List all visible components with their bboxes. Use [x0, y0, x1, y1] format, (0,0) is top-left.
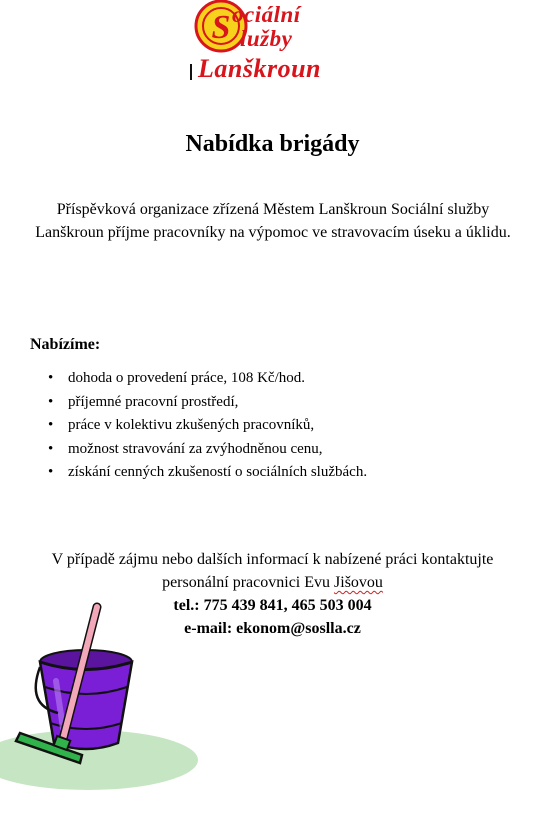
logo-emblem-letter: S: [211, 9, 231, 46]
bullet-icon: •: [48, 464, 54, 480]
logo-bar: [190, 64, 192, 80]
bullet-icon: •: [48, 393, 54, 410]
logo-line-1: ociální: [232, 2, 301, 27]
list-item: [48, 438, 528, 462]
logo-line-2: lužby: [240, 26, 293, 51]
contact-line-1: V případě zájmu nebo dalších informací k nabízené práci kontaktujte: [51, 551, 494, 568]
bullet-icon: •: [48, 440, 54, 457]
contact-phone: tel.: 775 439 841, 465 503 004: [173, 597, 372, 614]
page-title: Nabídka brigády: [185, 131, 360, 157]
contact-person-name: Jišovou: [334, 574, 383, 591]
list-item-text: dohoda o provedení práce, 108 Kč/hod.: [68, 370, 306, 386]
bucket-mop-illustration: [0, 595, 200, 795]
list-item: [48, 461, 528, 485]
list-item-text: práce v kolektivu zkušených pracovníků,: [68, 417, 315, 433]
list-item-text: možnost stravování za zvýhodněnou cenu,: [68, 440, 323, 457]
organization-logo: [188, 0, 360, 84]
list-item-text: získání cenných zkušeností o sociálních službách.: [68, 464, 368, 480]
offer-list: [48, 367, 528, 485]
contact-email[interactable]: e-mail: ekonom@soslla.cz: [184, 620, 361, 637]
offer-heading: Nabízíme:: [30, 336, 101, 353]
logo-line-3: Lanškroun: [198, 54, 321, 83]
list-item: [48, 414, 528, 438]
contact-line-2: [0, 571, 545, 594]
bullet-icon: •: [48, 417, 54, 433]
bucket-mop-icon: [0, 595, 200, 795]
bullet-icon: •: [48, 370, 54, 386]
list-item-text: příjemné pracovní prostředí,: [68, 393, 239, 410]
list-item: [48, 391, 528, 415]
contact-line-2-prefix: personální pracovnici Evu: [162, 574, 335, 591]
intro-paragraph: Příspěvková organizace zřízená Městem Lanškroun Sociální služby Lanškroun příjme pracovníky na výpomoc ve stravovacím úseku a úklidu.: [35, 201, 511, 241]
list-item: [48, 367, 528, 391]
